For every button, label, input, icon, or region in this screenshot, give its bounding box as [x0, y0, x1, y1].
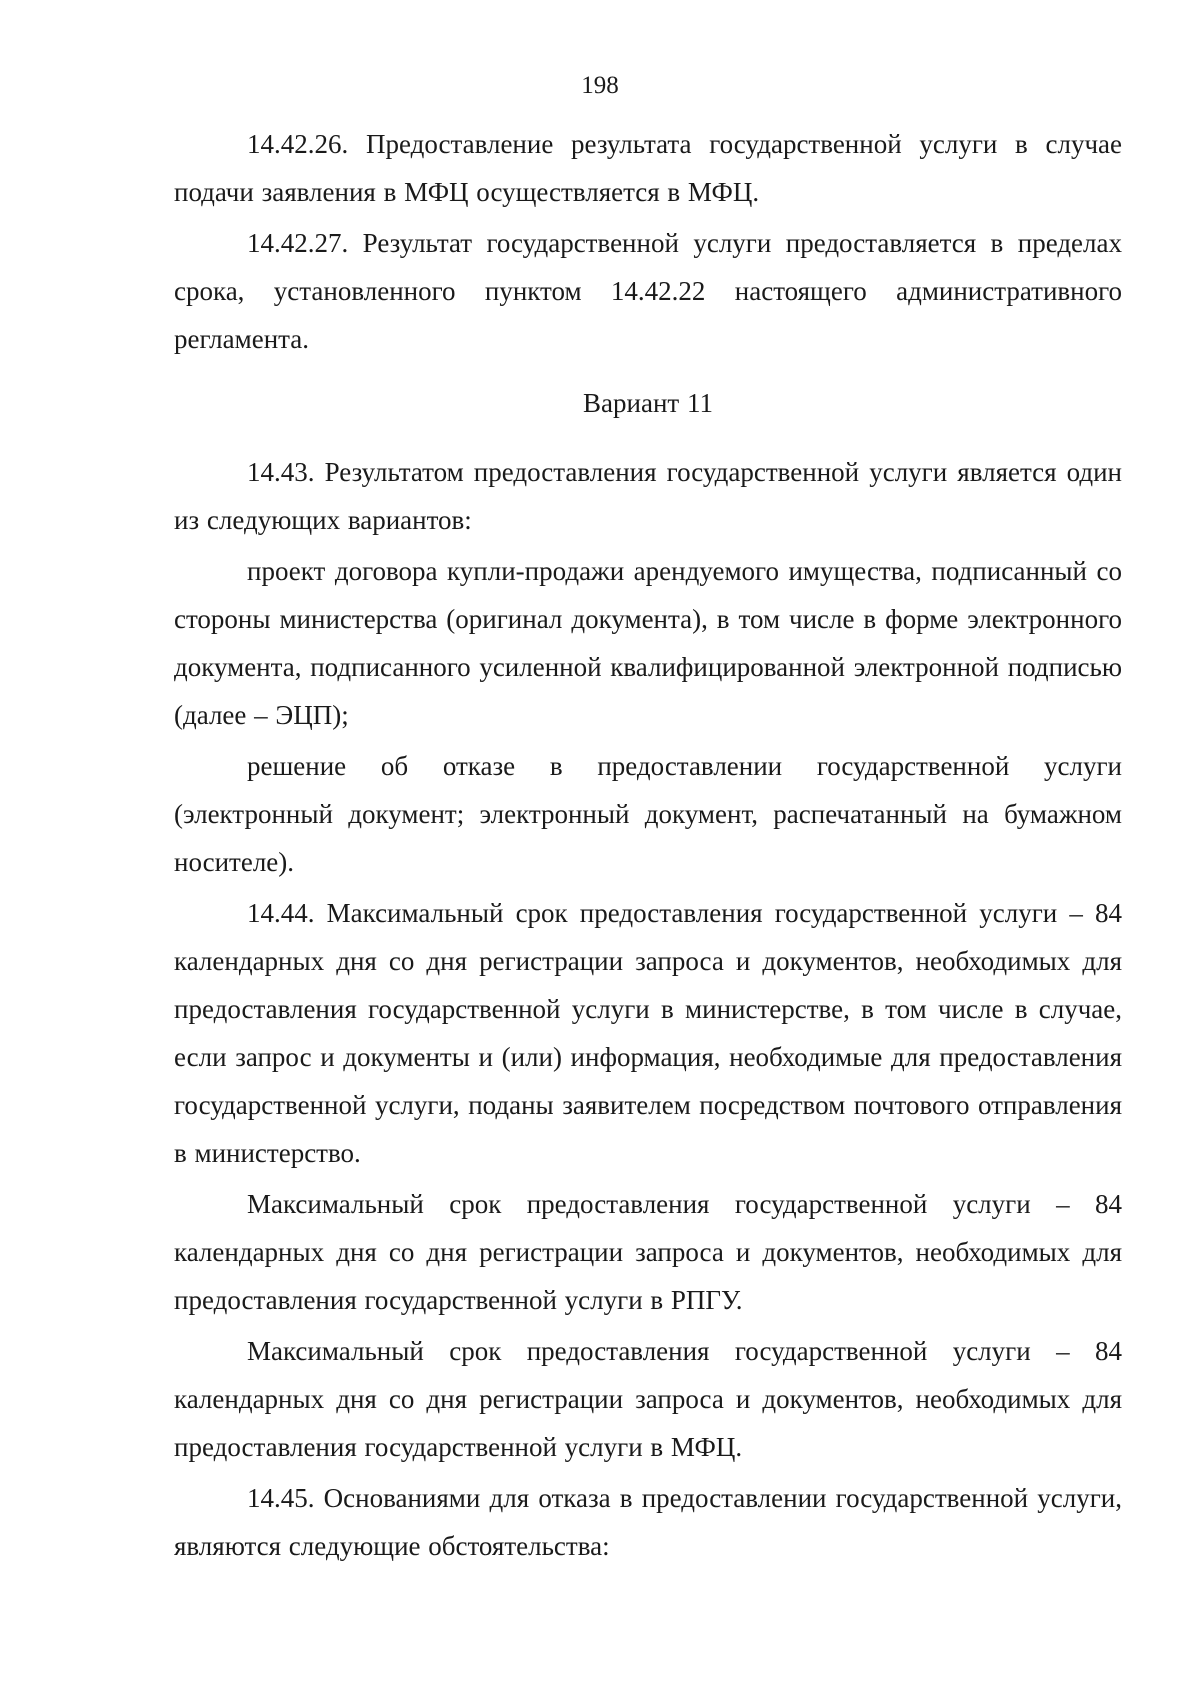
paragraph-14-42-27: 14.42.27. Результат государственной услуги предоставляется в пределах срока, установленного пунктом 14.42.22 настоящего административного регламента. [174, 228, 1122, 354]
paragraph-14-45: 14.45. Основаниями для отказа в предоставлении государственной услуги, являются следующие обстоятельства: [174, 1483, 1122, 1561]
paragraph-max-term-rpgu: Максимальный срок предоставления государственной услуги – 84 календарных дня со дня регистрации запроса и документов, необходимых для предоставления государственной услуги в РПГУ. [174, 1189, 1122, 1315]
page-number: 198 [581, 72, 619, 99]
paragraph-14-43: 14.43. Результатом предоставления государственной услуги является один из следующих вариантов: [174, 457, 1122, 535]
list-item-contract-draft: проект договора купли-продажи арендуемого имущества, подписанный со стороны министерства (оригинал документа), в том числе в форме электронного документа, подписанного усиленной квалифицированной электронной подписью (далее – ЭЦП); [174, 556, 1122, 730]
section-heading: Вариант 11 [583, 388, 713, 418]
paragraph-max-term-mfc: Максимальный срок предоставления государственной услуги – 84 календарных дня со дня регистрации запроса и документов, необходимых для предоставления государственной услуги в МФЦ. [174, 1336, 1122, 1462]
paragraph-14-42-26: 14.42.26. Предоставление результата государственной услуги в случае подачи заявления в МФЦ осуществляется в МФЦ. [174, 129, 1122, 207]
paragraph-14-44: 14.44. Максимальный срок предоставления государственной услуги – 84 календарных дня со дня регистрации запроса и документов, необходимых для предоставления государственной услуги в министерстве, в том числе в случае, если запрос и документы и (или) информация, необходимые для предоставления государственной услуги, поданы заявителем посредством почтового отправления в министерство. [174, 898, 1122, 1168]
document-body [174, 120, 1122, 1573]
list-item-refusal-decision: решение об отказе в предоставлении государственной услуги (электронный документ; электронный документ, распечатанный на бумажном носителе). [174, 751, 1122, 877]
